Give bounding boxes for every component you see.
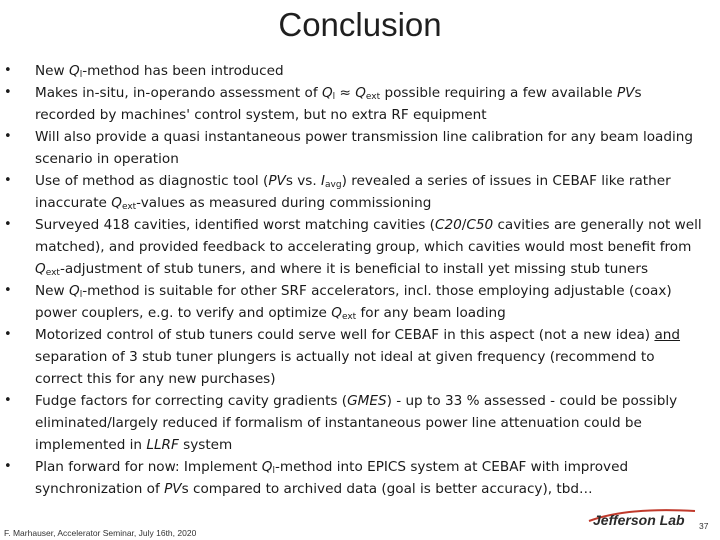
bullet-item: • New $Q_l$-method has been introduced (0, 60, 720, 82)
slide-title: Conclusion (278, 6, 442, 43)
bullet-list (0, 60, 720, 500)
bullet-item: • Plan forward for now: Implement $Q_l$-method into EPICS system at CEBAF with improved synchronization of PVs compared to archived data (goal is better accuracy), tbd… (0, 456, 720, 500)
bullet-item: • Surveyed 418 cavities, identified worst matching cavities (C20/C50 cavities are generally not well matched), and provided feedback to accelerating group, which cavities would most benefit from $Q_{ext}$-adjustment of stub tuners, and where it is beneficial to install yet missing stub tuners (0, 214, 720, 280)
bullet-item: • New $Q_l$-method is suitable for other SRF accelerators, incl. those employing adjustable (coax) power couplers, e.g. to verify and optimize $Q_{ext}$ for any beam loading (0, 280, 720, 324)
bullet-item: • Fudge factors for correcting cavity gradients (GMES) - up to 33 % assessed - could be possibly eliminated/largely reduced if formalism of instantaneous power line attenuation could be implemented in LLRF system (0, 390, 720, 456)
bullet-item: • Will also provide a quasi instantaneous power transmission line calibration for any beam loading scenario in operation (0, 126, 720, 170)
jefferson-lab-logo: Jefferson Lab (593, 512, 685, 528)
bullet-item: • Motorized control of stub tuners could serve well for CEBAF in this aspect (not a new idea) and separation of 3 stub tuner plungers is actually not ideal at given frequency (recommend to correct this for any new purchases) (0, 324, 720, 390)
footer-author: F. Marhauser, Accelerator Seminar, July 16th, 2020 (4, 528, 197, 538)
page-number: 37 (699, 521, 709, 531)
bullet-item: • Use of method as diagnostic tool (PVs vs. $I_{avg}$) revealed a series of issues in CEBAF like rather inaccurate $Q_{ext}$-values as measured during commissioning (0, 170, 720, 214)
bullet-item: • Makes in-situ, in-operando assessment of $Q_l \approx Q_{ext}$ possible requiring a few available PVs recorded by machines' control system, but no extra RF equipment (0, 82, 720, 126)
